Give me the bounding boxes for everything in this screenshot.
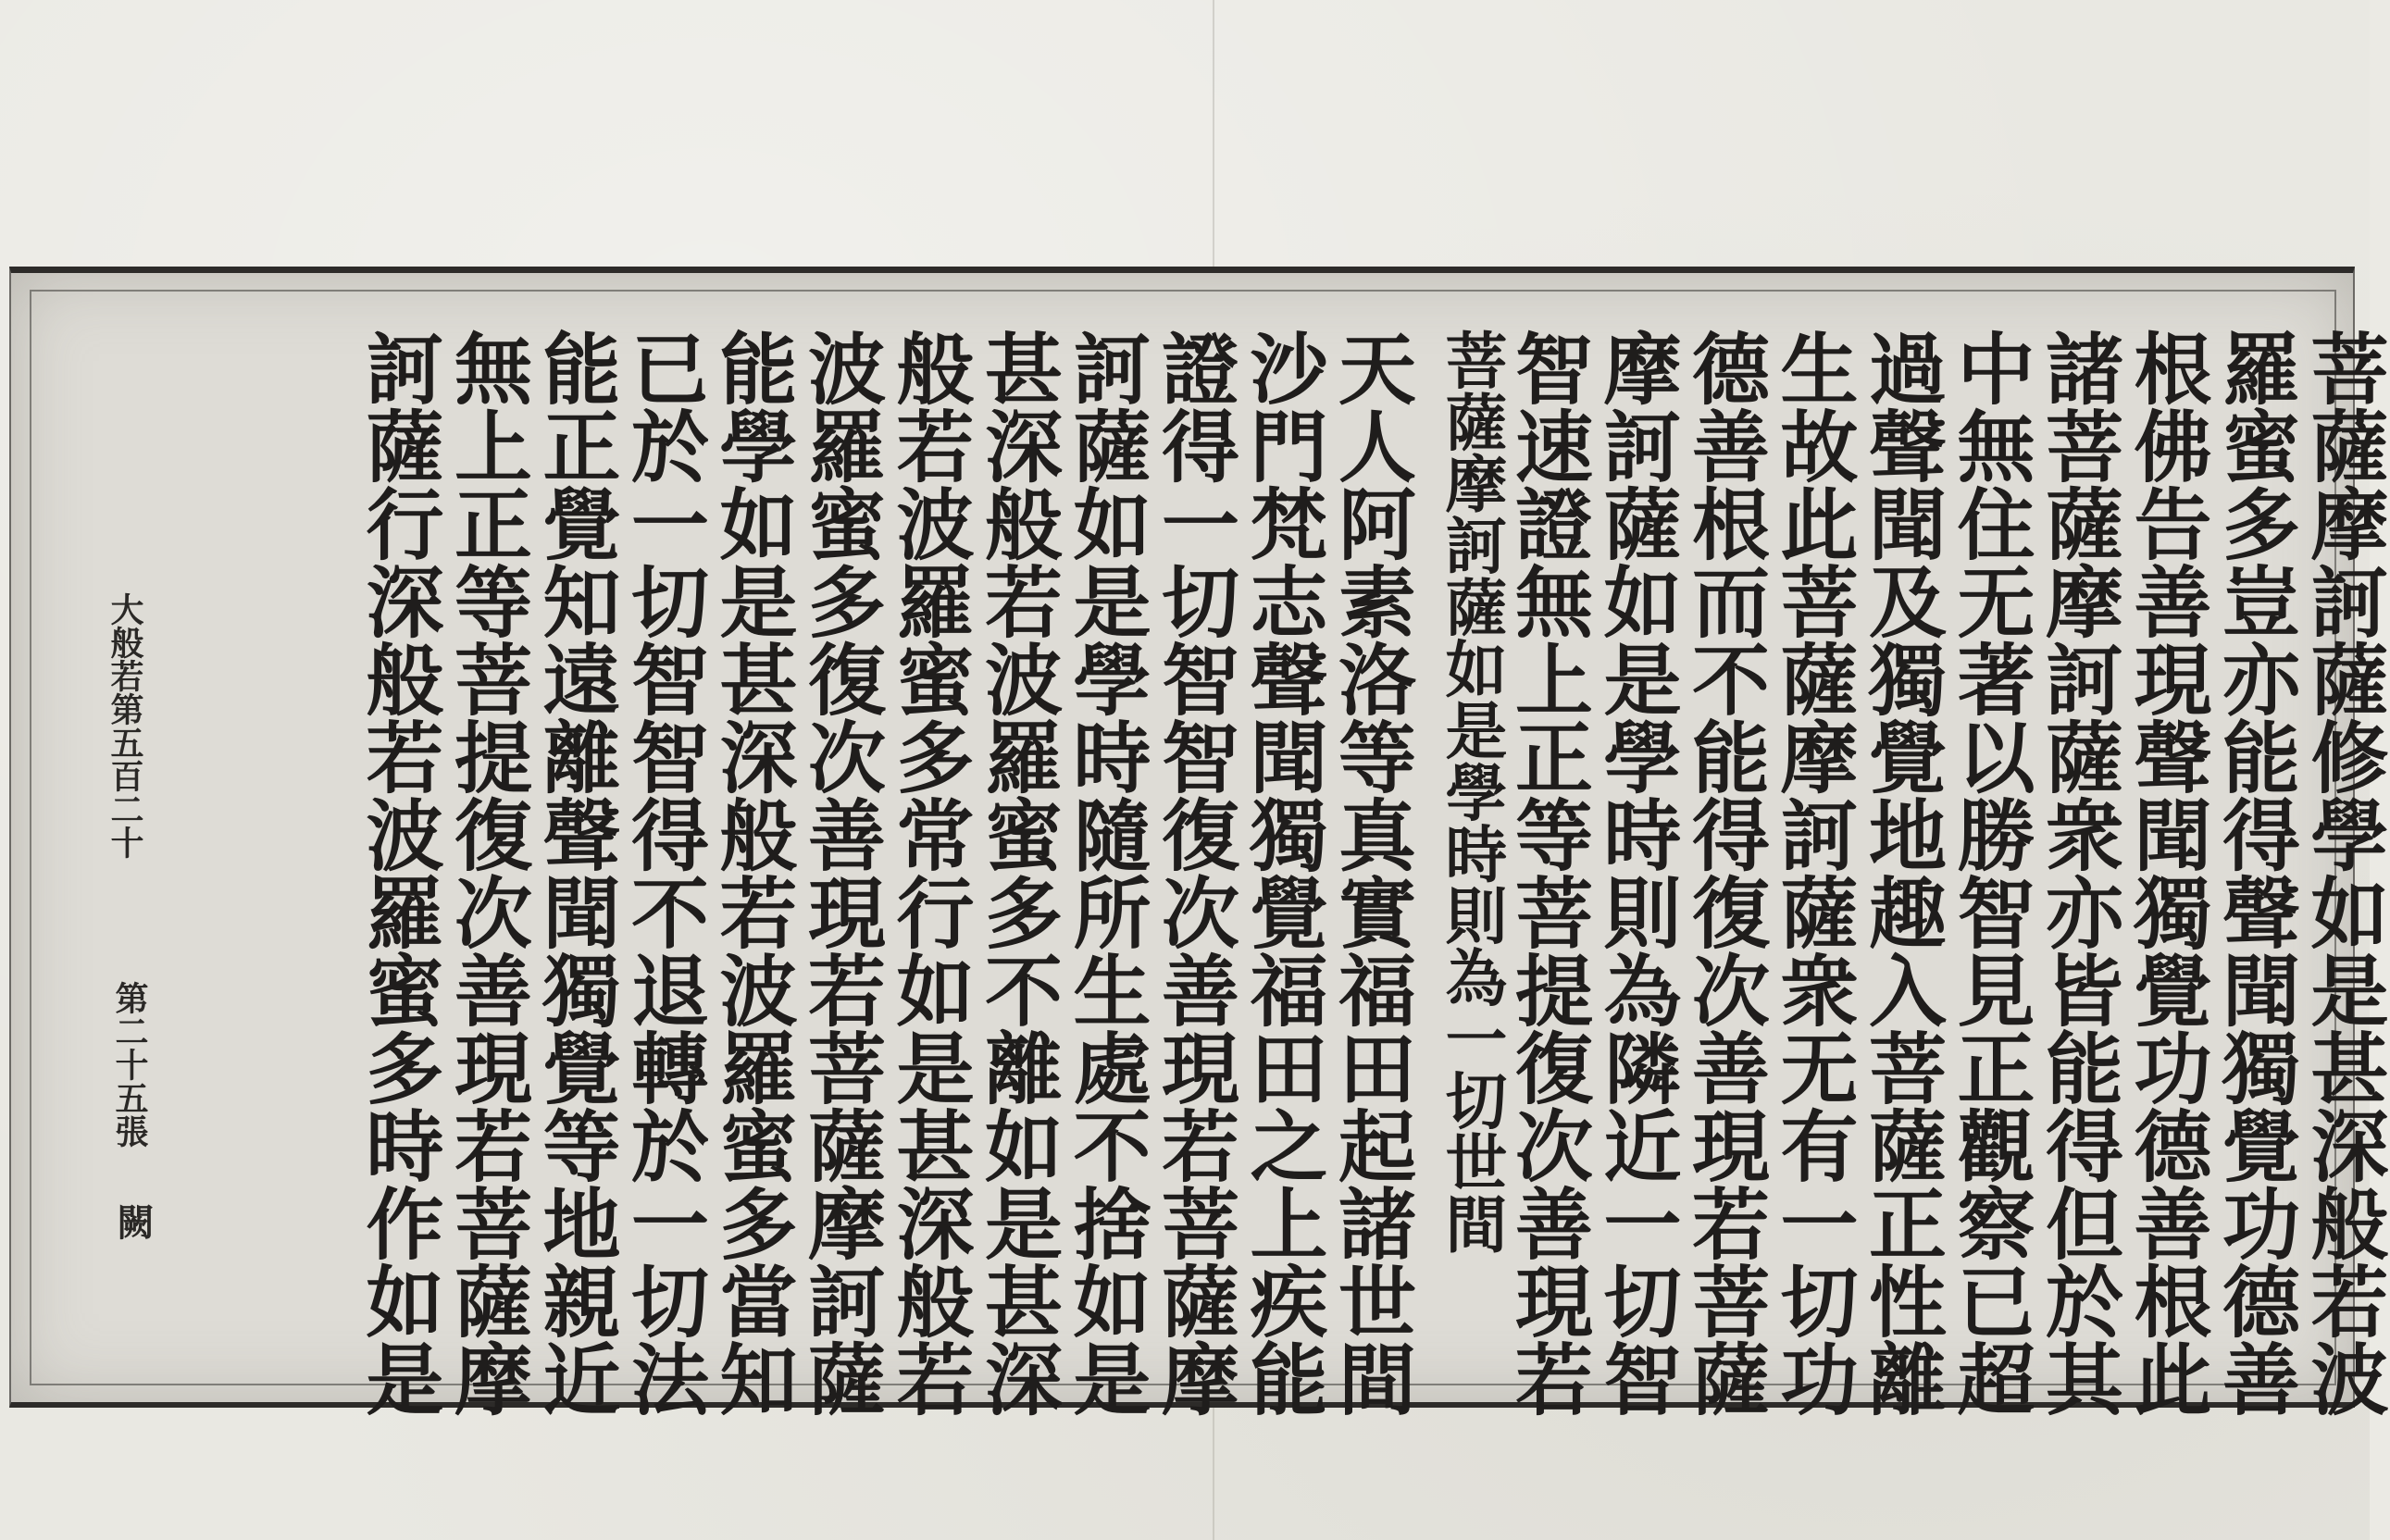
missing-mark: 闕 <box>111 1203 155 1240</box>
text-column: 生故此菩薩摩訶薩衆无有一切功 <box>1768 329 1860 1417</box>
text-column: 能正覺知遠離聲聞獨覺等地親近 <box>530 329 622 1417</box>
text-column: 般若波羅蜜多常行如是甚深般若 <box>884 329 976 1417</box>
text-column: 過聲聞及獨覺地趣入菩薩正性離 <box>1856 329 1948 1417</box>
text-column: 菩薩摩訶薩如是學時則為一切世間 <box>1436 329 1509 1254</box>
text-column: 菩薩摩訶薩修學如是甚深般若波 <box>2298 329 2390 1417</box>
volume-title: 大般若第五百二十 <box>106 592 144 859</box>
text-column: 中無住无著以勝智見正觀察已超 <box>1945 329 2036 1417</box>
page-number: 第二十五張 <box>110 981 149 1148</box>
text-column: 摩訶薩如是學時則為隣近一切智 <box>1591 329 1683 1417</box>
text-column: 甚深般若波羅蜜多不離如是甚深 <box>972 329 1064 1417</box>
text-column: 訶薩如是學時隨所生處不捨如是 <box>1061 329 1152 1417</box>
text-column: 諸菩薩摩訶薩衆亦皆能得但於其 <box>2033 329 2125 1417</box>
text-column: 天人阿素洛等真實福田起諸世間 <box>1326 329 1418 1417</box>
text-column: 根佛告善現聲聞獨覺功德善根此 <box>2122 329 2213 1417</box>
text-column: 能學如是甚深般若波羅蜜多當知 <box>707 329 799 1417</box>
text-column: 智速證無上正等菩提復次善現若 <box>1502 329 1595 1417</box>
text-column: 已於一切智智得不退轉於一切法 <box>618 329 711 1417</box>
text-column: 訶薩行深般若波羅蜜多時作如是 <box>354 329 445 1417</box>
text-column: 無上正等菩提復次善現若菩薩摩 <box>442 329 534 1417</box>
text-column: 證得一切智智復次善現若菩薩摩 <box>1149 329 1241 1417</box>
text-column: 波羅蜜多復次善現若菩薩摩訶薩 <box>795 329 888 1417</box>
text-column: 羅蜜多豈亦能得聲聞獨覺功德善 <box>2210 329 2302 1417</box>
text-column: 德善根而不能得復次善現若菩薩 <box>1679 329 1772 1417</box>
text-column: 沙門梵志聲聞獨覺福田之上疾能 <box>1238 329 1329 1417</box>
